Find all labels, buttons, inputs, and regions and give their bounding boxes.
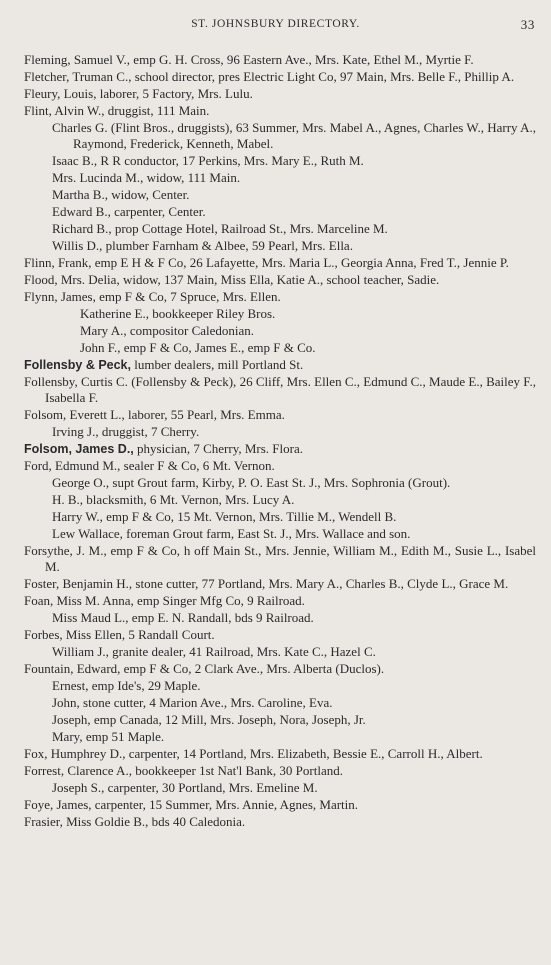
entry-foye-james bbox=[24, 797, 536, 813]
entry-fox-humphrey bbox=[24, 746, 536, 762]
entry-forsythe-jm bbox=[24, 543, 536, 575]
entry-folsom-james bbox=[24, 441, 536, 457]
entry-text: William J., granite dealer, 41 Railroad, Mrs. Kate C., Hazel C. bbox=[52, 644, 376, 659]
entry-text: H. B., blacksmith, 6 Mt. Vernon, Mrs. Lucy A. bbox=[52, 492, 295, 507]
entry-foan-maud bbox=[24, 610, 536, 626]
entry-fleury-louis bbox=[24, 86, 536, 102]
entry-text: Mrs. Lucinda M., widow, 111 Main. bbox=[52, 170, 241, 185]
entry-text: Edward B., carpenter, Center. bbox=[52, 204, 206, 219]
entry-text: Forsythe, J. M., emp F & Co, h off Main St., Mrs. Jennie, William M., Edith M., Susie L., Isabel M. bbox=[24, 543, 536, 574]
entry-fountain-john bbox=[24, 695, 536, 711]
entry-flynn-katherine bbox=[24, 306, 536, 322]
entry-name: Follensby & Peck, bbox=[24, 358, 131, 372]
entry-flint-charles bbox=[24, 120, 536, 152]
entry-text: Ford, Edmund M., sealer F & Co, 6 Mt. Vernon. bbox=[24, 458, 275, 473]
entry-name: Folsom, James D., bbox=[24, 442, 134, 456]
entry-text: Foye, James, carpenter, 15 Summer, Mrs. Annie, Agnes, Martin. bbox=[24, 797, 359, 812]
entry-forrest-clarence bbox=[24, 763, 536, 779]
entry-flynn-mary bbox=[24, 323, 536, 339]
entry-text: Foan, Miss M. Anna, emp Singer Mfg Co, 9 Railroad. bbox=[24, 593, 305, 608]
entry-fountain-edward bbox=[24, 661, 536, 677]
entry-text: Forrest, Clarence A., bookkeeper 1st Nat'l Bank, 30 Portland. bbox=[24, 763, 343, 778]
entry-text: Charles G. (Flint Bros., druggists), 63 Summer, Mrs. Mabel A., Agnes, Charles W., Harry A., Raymond, Frederick, Kenneth, Mabel. bbox=[52, 120, 536, 151]
entry-text: Foster, Benjamin H., stone cutter, 77 Portland, Mrs. Mary A., Charles B., Clyde L., Grace M. bbox=[24, 576, 509, 591]
entry-text: Joseph, emp Canada, 12 Mill, Mrs. Joseph, Nora, Joseph, Jr. bbox=[52, 712, 366, 727]
entry-flint-richard bbox=[24, 221, 536, 237]
entry-fleming-samuel bbox=[24, 52, 536, 68]
entry-text: Mary, emp 51 Maple. bbox=[52, 729, 165, 744]
entry-flood-delia bbox=[24, 272, 536, 288]
entry-flint-willis bbox=[24, 238, 536, 254]
entry-folsom-everett bbox=[24, 407, 536, 423]
directory-entries bbox=[24, 52, 536, 831]
entry-foan-anna bbox=[24, 593, 536, 609]
entry-forrest-joseph bbox=[24, 780, 536, 796]
entry-forbes-ellen bbox=[24, 627, 536, 643]
entry-fountain-joseph bbox=[24, 712, 536, 728]
entry-ford-harry bbox=[24, 509, 536, 525]
entry-fountain-ernest bbox=[24, 678, 536, 694]
entry-text: lumber dealers, mill Portland St. bbox=[134, 357, 304, 372]
entry-text: Fleury, Louis, laborer, 5 Factory, Mrs. Lulu. bbox=[24, 86, 253, 101]
entry-flynn-john bbox=[24, 340, 536, 356]
entry-text: Irving J., druggist, 7 Cherry. bbox=[52, 424, 200, 439]
entry-ford-edmund bbox=[24, 458, 536, 474]
entry-flint-alvin bbox=[24, 103, 536, 119]
entry-text: Flynn, James, emp F & Co, 7 Spruce, Mrs. Ellen. bbox=[24, 289, 281, 304]
entry-text: Folsom, Everett L., laborer, 55 Pearl, Mrs. Emma. bbox=[24, 407, 285, 422]
entry-ford-george bbox=[24, 475, 536, 491]
entry-text: Frasier, Miss Goldie B., bds 40 Caledonia. bbox=[24, 814, 246, 829]
entry-text: Lew Wallace, foreman Grout farm, East St. J., Mrs. Wallace and son. bbox=[52, 526, 411, 541]
entry-text: Joseph S., carpenter, 30 Portland, Mrs. Emeline M. bbox=[52, 780, 318, 795]
entry-text: Fletcher, Truman C., school director, pres Electric Light Co, 97 Main, Mrs. Belle F., Phillip A. bbox=[24, 69, 515, 84]
running-head-title: ST. JOHNSBURY DIRECTORY. bbox=[191, 18, 360, 30]
entry-fletcher-truman bbox=[24, 69, 536, 85]
entry-text: Follensby, Curtis C. (Follensby & Peck), 26 Cliff, Mrs. Ellen C., Edmund C., Maude E., Bailey F., Isabella F. bbox=[24, 374, 536, 405]
entry-folsom-irving bbox=[24, 424, 536, 440]
entry-text: Ernest, emp Ide's, 29 Maple. bbox=[52, 678, 201, 693]
entry-forbes-william bbox=[24, 644, 536, 660]
entry-text: John F., emp F & Co, James E., emp F & Co. bbox=[80, 340, 316, 355]
entry-foster-benjamin bbox=[24, 576, 536, 592]
entry-text: Mary A., compositor Caledonian. bbox=[80, 323, 255, 338]
entry-flinn-frank bbox=[24, 255, 536, 271]
entry-ford-hb bbox=[24, 492, 536, 508]
entry-text: George O., supt Grout farm, Kirby, P. O. East St. J., Mrs. Sophronia (Grout). bbox=[52, 475, 451, 490]
entry-flint-lucinda bbox=[24, 170, 536, 186]
entry-text: Fountain, Edward, emp F & Co, 2 Clark Ave., Mrs. Alberta (Duclos). bbox=[24, 661, 385, 676]
entry-text: Fleming, Samuel V., emp G. H. Cross, 96 Eastern Ave., Mrs. Kate, Ethel M., Myrtie F. bbox=[24, 52, 474, 67]
entry-flint-isaac bbox=[24, 153, 536, 169]
entry-text: Flint, Alvin W., druggist, 111 Main. bbox=[24, 103, 210, 118]
page-number: 33 bbox=[520, 17, 535, 32]
entry-text: Harry W., emp F & Co, 15 Mt. Vernon, Mrs. Tillie M., Wendell B. bbox=[52, 509, 397, 524]
entry-flint-martha bbox=[24, 187, 536, 203]
entry-text: Katherine E., bookkeeper Riley Bros. bbox=[80, 306, 276, 321]
entry-flynn-james bbox=[24, 289, 536, 305]
entry-ford-lew bbox=[24, 526, 536, 542]
entry-frasier-goldie bbox=[24, 814, 536, 830]
entry-text: Flinn, Frank, emp E H & F Co, 26 Lafayette, Mrs. Maria L., Georgia Anna, Fred T., Jennie P. bbox=[24, 255, 509, 270]
entry-follensby-peck bbox=[24, 357, 536, 373]
entry-fountain-mary bbox=[24, 729, 536, 745]
entry-text: Forbes, Miss Ellen, 5 Randall Court. bbox=[24, 627, 215, 642]
entry-flint-edward bbox=[24, 204, 536, 220]
entry-follensby-curtis bbox=[24, 374, 536, 406]
running-head bbox=[0, 18, 551, 34]
entry-text: Flood, Mrs. Delia, widow, 137 Main, Miss Ella, Katie A., school teacher, Sadie. bbox=[24, 272, 440, 287]
entry-text: Miss Maud L., emp E. N. Randall, bds 9 Railroad. bbox=[52, 610, 314, 625]
entry-text: Richard B., prop Cottage Hotel, Railroad St., Mrs. Marceline M. bbox=[52, 221, 388, 236]
entry-text: Isaac B., R R conductor, 17 Perkins, Mrs. Mary E., Ruth M. bbox=[52, 153, 364, 168]
entry-text: Martha B., widow, Center. bbox=[52, 187, 190, 202]
entry-text: physician, 7 Cherry, Mrs. Flora. bbox=[137, 441, 303, 456]
entry-text: Fox, Humphrey D., carpenter, 14 Portland, Mrs. Elizabeth, Bessie E., Carroll H., Albert. bbox=[24, 746, 483, 761]
entry-text: Willis D., plumber Farnham & Albee, 59 Pearl, Mrs. Ella. bbox=[52, 238, 353, 253]
entry-text: John, stone cutter, 4 Marion Ave., Mrs. Caroline, Eva. bbox=[52, 695, 333, 710]
